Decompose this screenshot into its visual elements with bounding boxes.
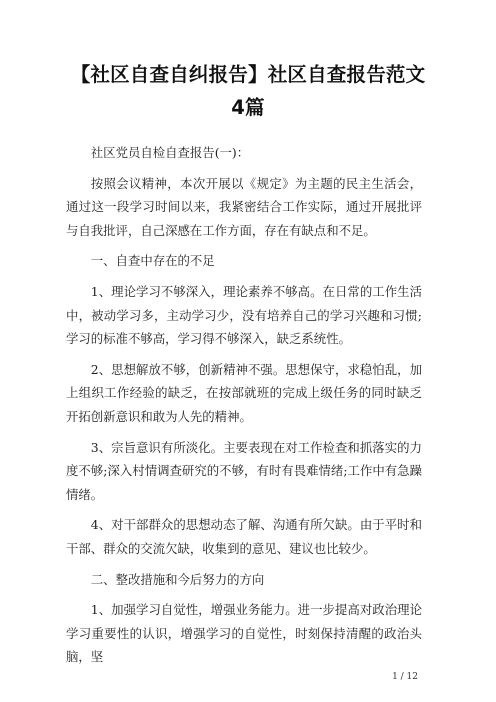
paragraph: 按照会议精神，本次开展以《规定》为主题的民主生活会，通过这一段学习时间以来，我紧密结合工作实际，通过开展批评与自我批评，自己深感在工作方面，存在有缺点和不足。: [66, 175, 422, 238]
paragraph: 3、宗旨意识有所淡化。主要表现在对工作检查和抓落实的力度不够;深入村情调查研究的不够，有时有畏难情绪;工作中有急躁情绪。: [66, 439, 422, 502]
paragraph: 2、思想解放不够，创新精神不强。思想保守，求稳怕乱，加上组织工作经验的缺乏，在按部就班的完成上级任务的同时缺乏开拓创新意识和敢为人先的精神。: [66, 361, 422, 424]
paragraph: 1、理论学习不够深入，理论素养不够高。在日常的工作生活中，被动学习多，主动学习少，没有培养自己的学习兴趣和习惯;学习的标准不够高，学习得不够深入，缺乏系统性。: [66, 283, 422, 347]
paragraph-heading: 社区党员自检自查报告(一)：: [90, 145, 250, 160]
document-body: [66, 141, 422, 676]
paragraph: 1、加强学习自觉性，增强业务能力。进一步提高对政治理论学习重要性的认识，增强学习的自觉性，时刻保持清醒的政治头脑，坚: [66, 602, 422, 665]
paragraph: 4、对干部群众的思想动态了解、沟通有所欠缺。由于平时和干部、群众的交流欠缺，收集到的意见、建议也比较少。: [66, 517, 422, 556]
document-title: 【社区自查自纠报告】社区自查报告范文4篇: [70, 63, 426, 119]
section-heading: 二、整改措施和今后努力的方向: [90, 571, 265, 587]
section-heading: 一、自查中存在的不足: [90, 253, 215, 269]
page-indicator: 1 / 12: [392, 672, 418, 682]
